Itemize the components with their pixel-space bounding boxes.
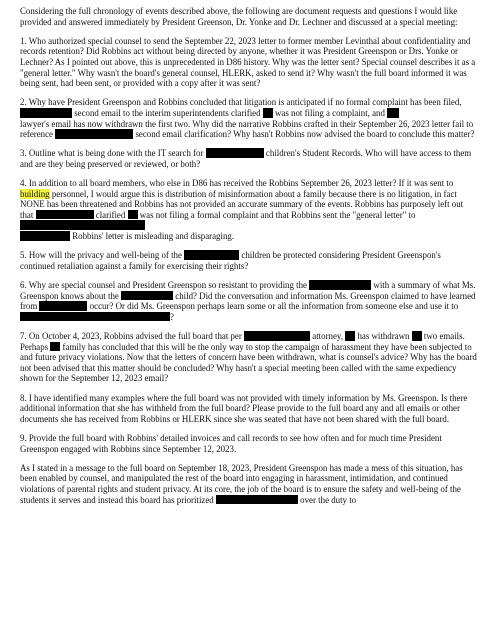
redaction-block (184, 250, 239, 260)
intro-paragraph: Considering the full chronology of events described above, the following are document requests and questions I would like provided and answered immediately by President Greenson, Dr. Yonke and Dr. Lechner and discussed at a special meeting: (20, 6, 458, 27)
redaction-block (244, 331, 310, 341)
redaction-block (36, 210, 94, 220)
redaction-block (387, 108, 399, 118)
question-4 (20, 178, 478, 242)
closing-text-a: As I stated in a message to the full board on September 18, 2023, President Greenspon has made a mess of this situation, has been enabled by counsel, and manipulated the rest of the board into engaging in harassment, intimidation, and continued violations of parental rights and student privacy. At its core, the job of the board is to ensure the safety and well-being of the students it serves and instead this board has prioritized (20, 462, 463, 505)
redaction-block (216, 495, 298, 505)
closing-text-b: over the duty to (300, 494, 357, 505)
q2-text-d: lawyer's email has now withdrawn the first two. Why did the narrative Robbins crafted in their September 26, 2023 letter fail to reference (20, 118, 474, 140)
question-7 (20, 331, 478, 384)
q2-text-b: second email to the interim superintendents clarified (74, 107, 261, 118)
q5-text-b: children be protected considering President Greenspon's continued retaliation against a family for exercising their rights? (20, 250, 441, 271)
q4-text-a: 4. In addition to all board members, who else in D86 has received the Robbins September 26, 2023 letter? If it was sent to (20, 178, 454, 189)
q2-text-e: second email clarification? Why hasn't Robbins now advised the board to conclude this matter? (135, 129, 475, 140)
redaction-block (20, 220, 145, 230)
q4-text-b: personnel, I would argue this is distribution of misinformation about a family because there is no litigation, in fact NONE has been threatened and Robbins has not provided an accurate summary of the events. Robbins has purposely left out that (20, 188, 464, 220)
redaction-block (412, 331, 422, 341)
q6-text-c: child? Did the conversation and information Ms. Greenspon claimed to have learned from (20, 290, 476, 312)
question-2 (20, 97, 478, 139)
redaction-block (20, 231, 70, 241)
q4-text-e: Robbins' letter is misleading and disparaging. (72, 231, 235, 242)
q6-text-b: with a summary of what Ms. Greenspon knows about the (20, 280, 476, 301)
q2-text-a: 2. Why have President Greenspon and Robbins concluded that litigation is anticipated if no formal complaint has been filed, (20, 97, 462, 108)
redaction-block (345, 331, 355, 341)
redaction-block (55, 129, 133, 139)
redaction-block (20, 108, 72, 118)
redaction-block (206, 148, 264, 158)
question-9: 9. Provide the full board with Robbins' detailed invoices and call records to see how often and for much time President Greenspon engaged with Robbins since September 12, 2023. (20, 432, 442, 454)
q2-text-c: was not filing a complaint, and (274, 107, 385, 118)
redaction-block (309, 280, 371, 290)
q3-text-b: children's Student Records. Who will have access to them and are they being preserved or reviewed, or both? (20, 148, 472, 169)
q6-text-a: 6. Why are special counsel and President Greenspon so resistant to providing the (20, 280, 307, 291)
q7-text-a: 7. On October 4, 2023, Robbins advised the full board that per (20, 331, 242, 341)
q7-text-e: family has concluded that this will be the only way to stop the campaign of harassment they have been subjected to and future privacy violations. Now that the letters of concern have been withdrawn, what is counsel's advice? Why has the board not been advised that this matter should be concluded? Why hasn't a special meeting been called with the same expediency shown for the September 12, 2023 email? (20, 341, 477, 384)
redaction-block (39, 301, 87, 311)
q5-text-a: 5. How will the privacy and well-being of the (20, 250, 182, 261)
q7-text-b: attorney, (312, 331, 344, 341)
q4-text-c: clarified (95, 209, 126, 220)
question-1: 1. Who authorized special counsel to send the September 22, 2023 letter to former member Levinthal about confidentiality and records retention? Did Robbins act without being directed by anyone, whether it was President Greenspon or Drs. Yonke or Lechner? As I pointed out above, this is unprecedented in D86 history. Why was the letter sent? Special counsel describes it as a "general letter." Why wasn't the board's general counsel, HLERK, asked to send it? Why wasn't the full board informed it was being sent, had been sent, or provided with a copy after it was sent? (20, 35, 476, 89)
q7-text-d: two emails. Perhaps (20, 331, 465, 352)
q3-text-a: 3. Outline what is being done with the IT search for (20, 148, 204, 159)
redaction-block (128, 210, 138, 220)
q6-text-d: occur? Or did Ms. Greenspon perhaps learn some or all the information from someone else and use it to (89, 301, 459, 312)
highlighted-word: building (20, 188, 50, 199)
q7-text-c: has withdrawn (357, 331, 410, 341)
redaction-block (50, 342, 60, 352)
question-3 (20, 148, 478, 169)
redaction-block (20, 312, 170, 322)
closing-paragraph (20, 463, 478, 505)
redaction-block (121, 291, 173, 301)
redaction-block (263, 108, 273, 118)
q6-text-e: ? (170, 311, 174, 322)
question-6 (20, 280, 478, 322)
question-5 (20, 250, 478, 271)
q4-text-d: was not filing a formal complaint and that Robbins sent the "general letter" to (139, 209, 416, 220)
question-8: 8. I have identified many examples where the full board was not provided with timely information by Ms. Greenspon. Is there additional information that she has withheld from the full board? Please provide to the full board any and all emails or other documents she has received from Robbins or HLERK since she was seated that have not been shared with the full board. (20, 392, 468, 424)
